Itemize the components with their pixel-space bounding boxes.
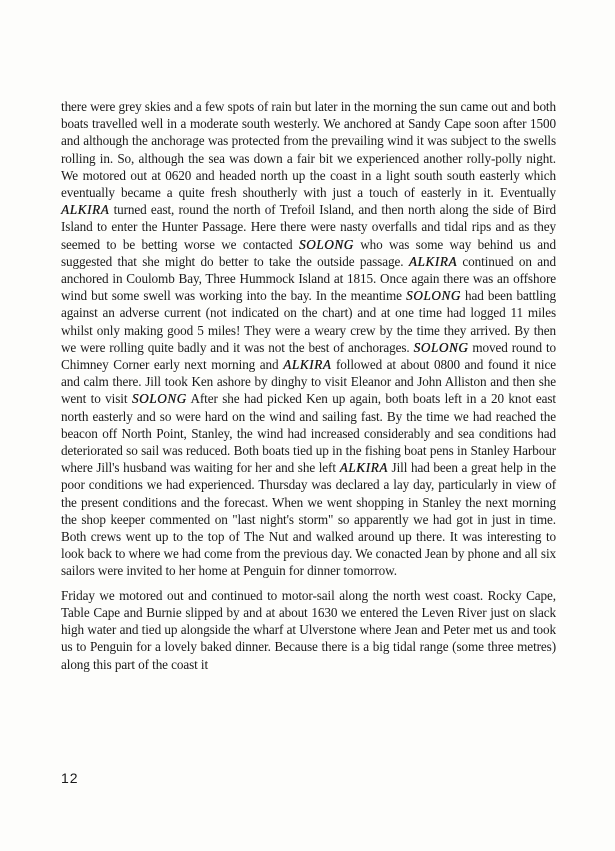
body-text xyxy=(61,98,556,680)
vessel-name: SOLONG xyxy=(413,339,469,355)
text-run: Friday we motored out and continued to motor-sail along the north west coast. Rocky Cape, Table Cape and Burnie slipped by and at about 1630 we entered the Leven River just on slack high water and tied up alongside the wharf at Ulverstone where Jean and Peter met us and took us to Penguin for a lovely baked dinner. Because there is a big tidal range (some three metres) along this part of the coast it xyxy=(61,587,556,672)
paragraph xyxy=(61,587,556,673)
text-run: moved round to Chimney Corner early next morning and xyxy=(61,339,556,373)
vessel-name: SOLONG xyxy=(406,288,461,304)
text-run: turned east, round the north of Trefoil Island, and then north along the side of Bird Island to enter the Hunter Passage. Here there were nasty overfalls and tidal rips and as they seemed to be betting worse we contacted xyxy=(61,202,556,252)
text-run: who was some way behind us and suggested that she might do better to take the outside passage. xyxy=(61,236,556,269)
text-run: there were grey skies and a few spots of rain but later in the morning the sun came out and both boats travelled well in a moderate south westerly. We anchored at Sandy Cape soon after 1500 and although the anchorage was protected from the prevailing wind it was subject to the swells rolling in. So, although the sea was down a fair bit we experienced another rolly-polly night. We motored out at 0620 and headed north up the coast in a light south south easterly which eventually became a quite fresh shoutherly with just a touch of easterly in it. Eventually xyxy=(61,99,556,201)
vessel-name: ALKIRA xyxy=(408,253,458,269)
paragraph xyxy=(61,98,556,580)
text-run: followed at about 0800 and found it nice and calm there. Jill took Ken ashore by dinghy to visit Eleanor and John Alliston and then she went to visit xyxy=(61,357,556,407)
vessel-name: ALKIRA xyxy=(61,202,110,218)
vessel-name: ALKIRA xyxy=(339,460,388,476)
text-run: continued on and anchored in Coulomb Bay, Three Hummock Island at 1815. Once again there was an offshore wind but some swell was working into the bay. In the meantime xyxy=(61,253,556,304)
page-number: 12 xyxy=(61,770,79,786)
vessel-name: SOLONG xyxy=(298,236,354,252)
text-run: Jill had been a great help in the poor conditions we had experienced. Thursday was declared a lay day, particularly in view of the present conditions and the forecast. When we went shopping in Stanley the next morning the shop keeper commented on "last night's storm" so apparently we had got in just in time. Both crews went up to the top of The Nut and walked around up there. It was interesting to look back to where we had come from the previous day. We conacted Jean by phone and all six sailors were invited to her home at Penguin for dinner tomorrow. xyxy=(61,460,556,579)
vessel-name: ALKIRA xyxy=(283,357,332,373)
text-run: After she had picked Ken up again, both boats left in a 20 knot east north easterly and so were hard on the wind and sailing fast. By the time we had reached the beacon off North Point, Stanley, the wind had increased considerably and sea conditions had deteriorated so sail was reduced. Both boats tied up in the fishing boat pens in Stanley Harbour where Jill's husband was waiting for her and she left xyxy=(61,391,556,476)
text-run: had been battling against an adverse current (not indicated on the chart) and at one time had logged 11 miles whilst only making good 5 miles! They were a weary crew by the time they arrived. By then we were rolling quite badly and it was not the best of anchorages. xyxy=(61,288,556,355)
vessel-name: SOLONG xyxy=(131,391,187,407)
